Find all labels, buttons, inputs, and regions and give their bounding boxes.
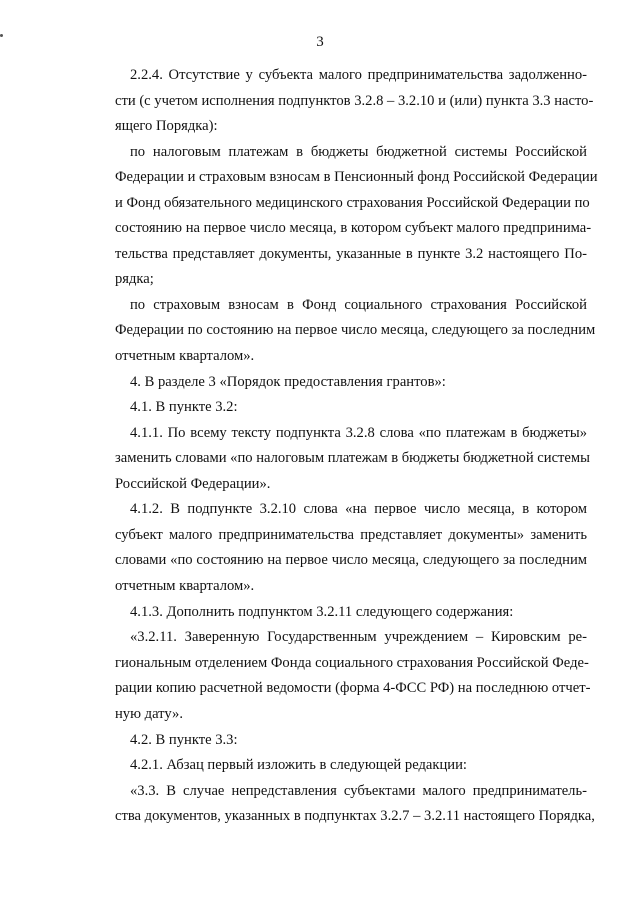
text-line: гиональным отделением Фонда социального страхования Российской Феде-	[115, 655, 589, 671]
text-line: и Фонд обязательного медицинского страхования Российской Федерации по	[115, 195, 590, 211]
text-line: сти (с учетом исполнения подпунктов 3.2.8 – 3.2.10 и (или) пункта 3.3 насто-	[115, 93, 594, 109]
text-line: ства документов, указанных в подпунктах 3.2.7 – 3.2.11 настоящего Порядка,	[115, 808, 595, 824]
text-line: заменить словами «по налоговым платежам в бюджеты бюджетной системы	[115, 450, 590, 466]
page-number: 3	[316, 34, 324, 50]
text-line: 4.1.1. По всему тексту подпункта 3.2.8 слова «по платежам в бюджеты»	[130, 425, 587, 441]
text-line: Федерации по состоянию на первое число месяца, следующего за последним	[115, 322, 596, 338]
text-line: тельства представляет документы, указанные в пункте 3.2 настоящего По-	[115, 246, 587, 262]
text-line: 4.1.3. Дополнить подпунктом 3.2.11 следующего содержания:	[130, 604, 514, 620]
text-line: Федерации и страховым взносам в Пенсионный фонд Российской Федерации	[115, 169, 598, 185]
text-line: 4.1. В пункте 3.2:	[130, 399, 238, 415]
text-line: рации копию расчетной ведомости (форма 4-ФСС РФ) на последнюю отчет-	[115, 680, 591, 696]
text-line: «3.2.11. Заверенную Государственным учреждением – Кировским ре-	[130, 629, 587, 645]
text-line: 4.2.1. Абзац первый изложить в следующей редакции:	[130, 757, 467, 773]
text-line: 4.1.2. В подпункте 3.2.10 слова «на первое число месяца, в котором	[130, 501, 587, 517]
text-line: по налоговым платежам в бюджеты бюджетной системы Российской	[130, 144, 587, 160]
text-line: отчетным кварталом».	[115, 578, 255, 594]
text-line: словами «по состоянию на первое число месяца, следующего за последним	[115, 552, 587, 568]
text-line: по страховым взносам в Фонд социального страхования Российской	[130, 297, 587, 313]
text-line: 4. В разделе 3 «Порядок предоставления грантов»:	[130, 374, 446, 390]
text-line: ящего Порядка):	[115, 118, 218, 134]
text-line: 2.2.4. Отсутствие у субъекта малого предпринимательства задолженно-	[130, 67, 587, 83]
text-line: 4.2. В пункте 3.3:	[130, 732, 238, 748]
text-line: Российской Федерации».	[115, 476, 271, 492]
text-line: «3.3. В случае непредставления субъектами малого предприниматель-	[130, 783, 587, 799]
text-line: отчетным кварталом».	[115, 348, 255, 364]
text-line: состоянию на первое число месяца, в котором субъект малого предпринима-	[115, 220, 592, 236]
text-line: субъект малого предпринимательства представляет документы» заменить	[115, 527, 587, 543]
text-line: ную дату».	[115, 706, 183, 722]
text-line: рядка;	[115, 271, 154, 287]
